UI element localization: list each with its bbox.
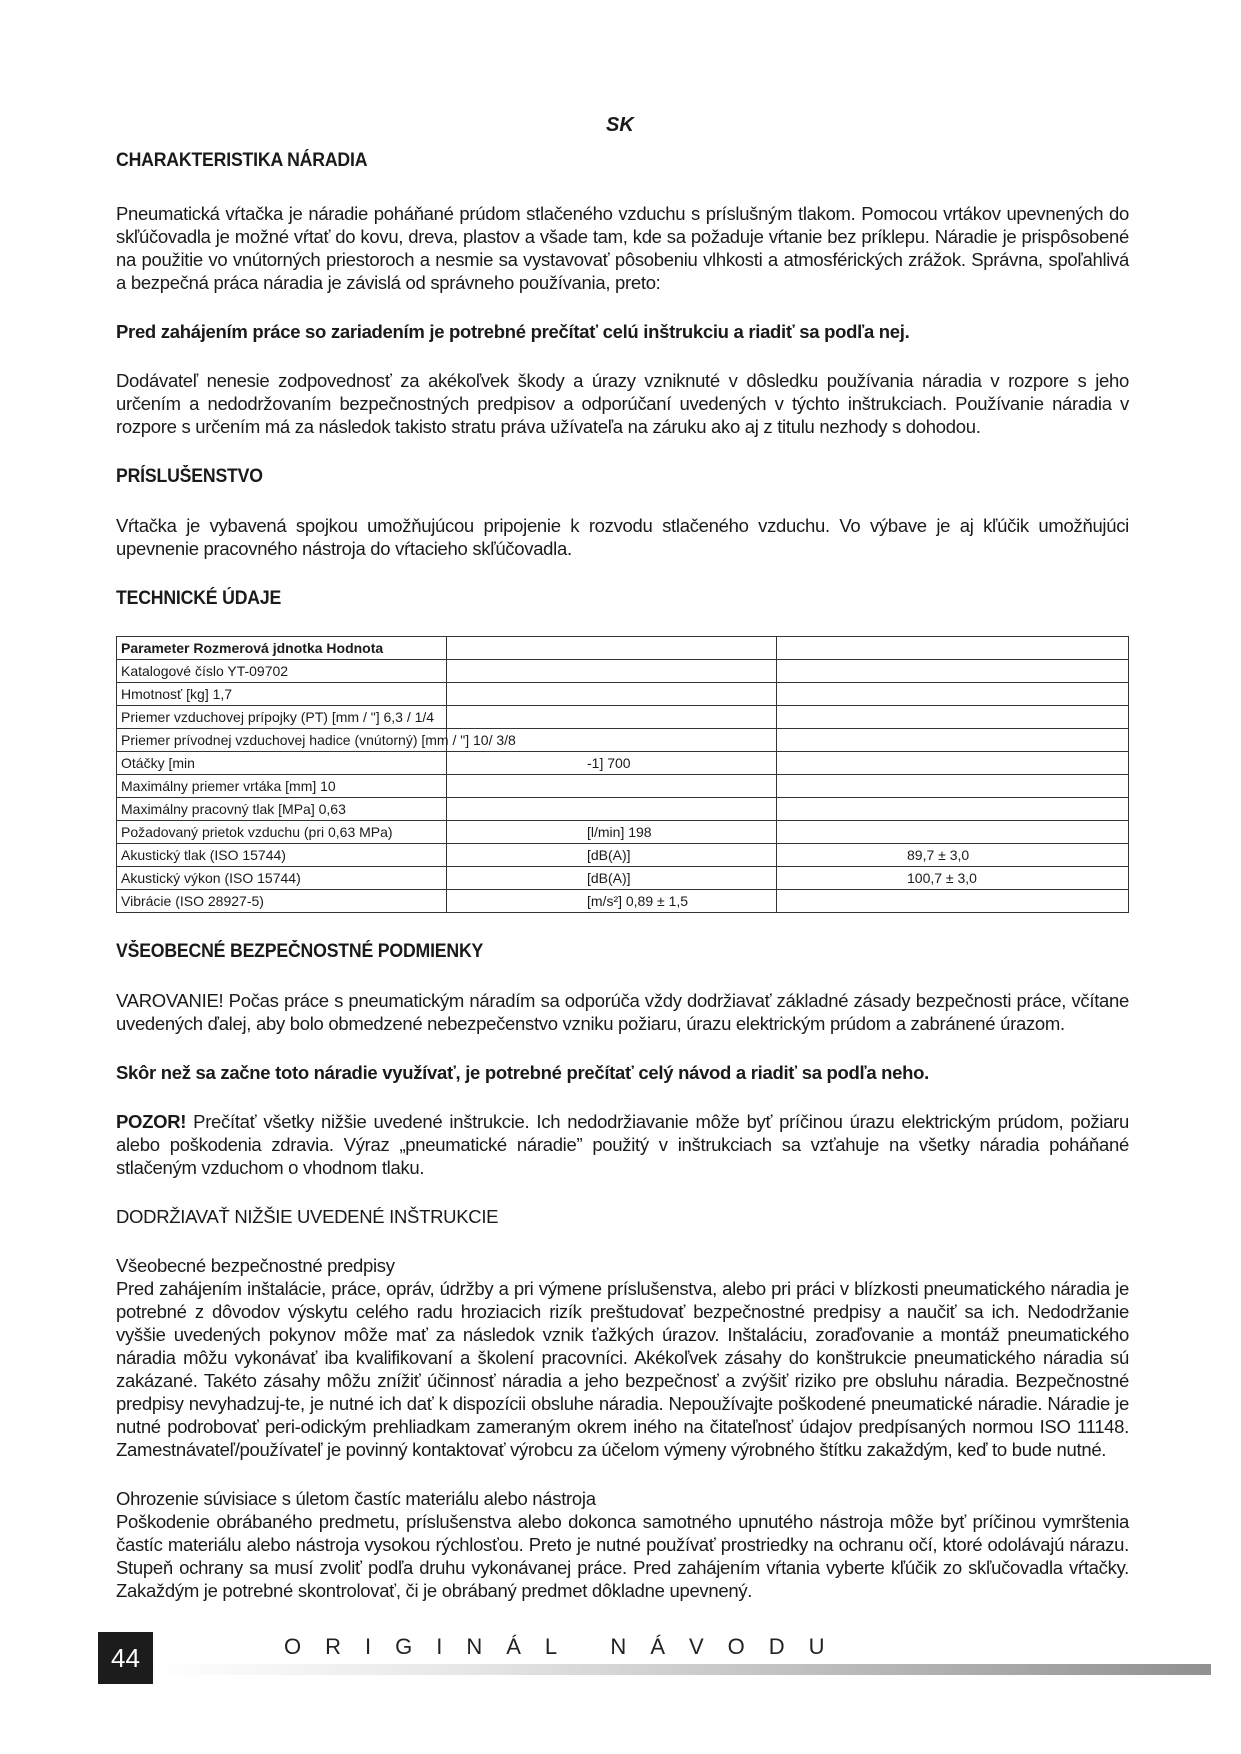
table-cell: Maximálny priemer vrtáka [mm] 10	[117, 775, 447, 798]
table-header-cell	[447, 637, 777, 660]
table-header-row	[117, 637, 1129, 660]
table-cell	[777, 752, 1129, 775]
table-cell	[447, 660, 777, 683]
section-title-charakteristika: CHARAKTERISTIKA NÁRADIA	[116, 150, 368, 171]
table-cell	[777, 821, 1129, 844]
section-title-vseobecne: VŠEOBECNÉ BEZPEČNOSTNÉ PODMIENKY	[116, 941, 484, 962]
table-cell: Priemer prívodnej vzduchovej hadice (vnútorný) [mm / "] 10/ 3/8	[117, 729, 447, 752]
paragraph-follow-instructions: DODRŽIAVAŤ NIŽŠIE UVEDENÉ INŠTRUKCIE	[116, 1206, 499, 1227]
table-cell: -1] 700	[447, 752, 777, 775]
table-cell: Katalogové číslo YT-09702	[117, 660, 447, 683]
table-cell	[777, 706, 1129, 729]
attention-text: Prečítať všetky nižšie uvedené inštrukcie. Ich nedodržiavanie môže byť príčinou úrazu elektrickým prúdom, požiaru alebo poškodenia zdravia. Výraz „pneumatické náradie” použitý v inštrukciach sa vzťahuje na všetky náradia poháňané stlačeným vzduchom o vhodnom tlaku.	[116, 1111, 1129, 1178]
table-cell: [m/s²] 0,89 ± 1,5	[447, 890, 777, 913]
table-header-cell	[777, 637, 1129, 660]
table-header-cell: Parameter Rozmerová jdnotka Hodnota	[117, 637, 447, 660]
paragraph-characteristics: Pneumatická vŕtačka je náradie poháňané prúdom stlačeného vzduchu s príslušným tlakom. Pomocou vrtákov upevnených do skľúčovadla je možné vŕtať do kovu, dreva, plastov a všade tam, kde sa požaduje vŕtanie bez príklepu. Náradie je prispôsobené na použitie vo vnútorných priestoroch a nesmie sa vystavovať pôsobeniu vlhkosti a atmosférických zrážok. Správna, spoľahlivá a bezpečná práca náradia je závislá od správneho používania, preto:	[116, 203, 1129, 293]
paragraph-liability: Dodávateľ nenesie zodpovednosť za akékoľvek škody a úrazy vzniknuté v dôsledku používania náradia v rozpore s jeho určením a nedodržovaním bezpečnostných predpisov a odporúčaní uvedených v týchto inštrukciach. Používanie náradia v rozpore s určením má za následok takisto stratu práva užívateľa na záruku ako aj z titulu nezhody s dohodou.	[116, 370, 1129, 437]
technical-data-table	[116, 636, 1129, 913]
section-title-technicke: TECHNICKÉ ÚDAJE	[116, 588, 282, 609]
table-cell	[777, 890, 1129, 913]
table-cell	[447, 798, 777, 821]
paragraph-warning: VAROVANIE! Počas práce s pneumatickým náradím sa odporúča vždy dodržiavať základné zásady bezpečnosti práce, včítane uvedených ďalej, aby bolo obmedzené nebezpečenstvo vzniku požiaru, úrazu elektrickým prúdom a zabránené úrazom.	[116, 990, 1129, 1034]
paragraph-accessories: Vŕtačka je vybavená spojkou umožňujúcou pripojenie k rozvodu stlačeného vzduchu. Vo výbave je aj kľúčik umožňujúci upevnenie pracovného nástroja do vŕtacieho skľúčovadla.	[116, 515, 1129, 559]
table-cell	[447, 683, 777, 706]
table-row	[117, 867, 1129, 890]
table-cell	[447, 706, 777, 729]
table-row	[117, 729, 1129, 752]
attention-label: POZOR!	[116, 1111, 187, 1132]
table-row	[117, 821, 1129, 844]
table-cell: Otáčky [min	[117, 752, 447, 775]
language-code: SK	[606, 114, 634, 136]
table-row	[117, 798, 1129, 821]
table-cell: Hmotnosť [kg] 1,7	[117, 683, 447, 706]
table-cell: Vibrácie (ISO 28927-5)	[117, 890, 447, 913]
table-row	[117, 844, 1129, 867]
table-row	[117, 660, 1129, 683]
subsection-title-projectile-hazard: Ohrozenie súvisiace s úletom častíc materiálu alebo nástroja	[116, 1488, 596, 1509]
table-cell: Akustický tlak (ISO 15744)	[117, 844, 447, 867]
table-cell	[777, 660, 1129, 683]
footer-title: ORIGINÁL NÁVODU	[284, 1634, 849, 1659]
table-cell: [l/min] 198	[447, 821, 777, 844]
table-row	[117, 752, 1129, 775]
table-cell: 89,7 ± 3,0	[777, 844, 1129, 867]
paragraph-read-manual: Skôr než sa začne toto náradie využívať, je potrebné prečítať celý návod a riadiť sa podľa neho.	[116, 1062, 930, 1083]
table-cell: Priemer vzduchovej prípojky (PT) [mm / "] 6,3 / 1/4	[117, 706, 447, 729]
table-cell: Požadovaný prietok vzduchu (pri 0,63 MPa)	[117, 821, 447, 844]
table-row	[117, 683, 1129, 706]
table-row	[117, 706, 1129, 729]
table-cell: Akustický výkon (ISO 15744)	[117, 867, 447, 890]
paragraph-general-safety: Pred zahájením inštalácie, práce, opráv, údržby a pri výmene príslušenstva, alebo pri práci v blízkosti pneumatického náradia je potrebné z dôvodov výskytu celého radu hroziacich rizík preštudovať bezpečnostné predpisy a naučiť sa ich. Nedodržanie vyššie uvedených pokynov môže mať za následok vznik ťažkých úrazov. Inštaláciu, zoraďovanie a montáž pneumatického náradia môžu vykonávať iba kvalifikovaní a školení pracovníci. Akékoľvek zásahy do konštrukcie pneumatického náradia sú zakázané. Takéto zásahy môžu znížiť účinnosť náradia a jeho bezpečnosť a zvýšiť riziko pre obsluhu náradia. Bezpečnostné predpisy nevyhadzuj-te, je nutné ich dať k dispozícii obsluhe náradia. Nepoužívajte poškodené pneumatické náradie. Náradie je nutné podrobovať peri-odickým prehliadkam zameraným okrem iného na čitateľnosť údajov predpísaných normou ISO 11148. Zamestnávateľ/používateľ je povinný kontaktovať výrobcu za účelom výmeny výrobného štítku zakaždým, keď to bude nutné.	[116, 1278, 1129, 1460]
page-content	[116, 142, 1129, 1602]
table-cell	[777, 775, 1129, 798]
page-footer	[98, 1632, 1211, 1684]
table-cell: 100,7 ± 3,0	[777, 867, 1129, 890]
table-cell	[777, 798, 1129, 821]
table-row	[117, 890, 1129, 913]
table-cell: [dB(A)]	[447, 867, 777, 890]
table-cell	[447, 775, 777, 798]
footer-bar	[153, 1664, 1211, 1675]
paragraph-attention	[116, 1110, 1129, 1179]
page-number: 44	[98, 1632, 153, 1684]
table-cell	[777, 729, 1129, 752]
table-cell: [dB(A)]	[447, 844, 777, 867]
table-cell	[777, 683, 1129, 706]
section-title-prislusenstvo: PRÍSLUŠENSTVO	[116, 466, 263, 487]
paragraph-read-instructions: Pred zahájením práce so zariadením je potrebné prečítať celú inštrukciu a riadiť sa podľa nej.	[116, 321, 910, 342]
paragraph-projectile-hazard: Poškodenie obrábaného predmetu, príslušenstva alebo dokonca samotného upnutého nástroja môže byť príčinou vymrštenia častíc materiálu alebo nástroja vysokou rýchlosťou. Preto je nutné používať prostriedky na ochranu očí, ktoré odolávajú nárazu. Stupeň ochrany sa musí zvoliť podľa druhu vykonávanej práce. Pred zahájením vŕtania vyberte kľúčik zo skľučovadla vŕtačky. Zakaždým je potrebné skontrolovať, či je obrábaný predmet dôkladne upevnený.	[116, 1511, 1129, 1601]
table-cell: Maximálny pracovný tlak [MPa] 0,63	[117, 798, 447, 821]
subsection-title-general-safety: Všeobecné bezpečnostné predpisy	[116, 1255, 395, 1276]
table-row	[117, 775, 1129, 798]
